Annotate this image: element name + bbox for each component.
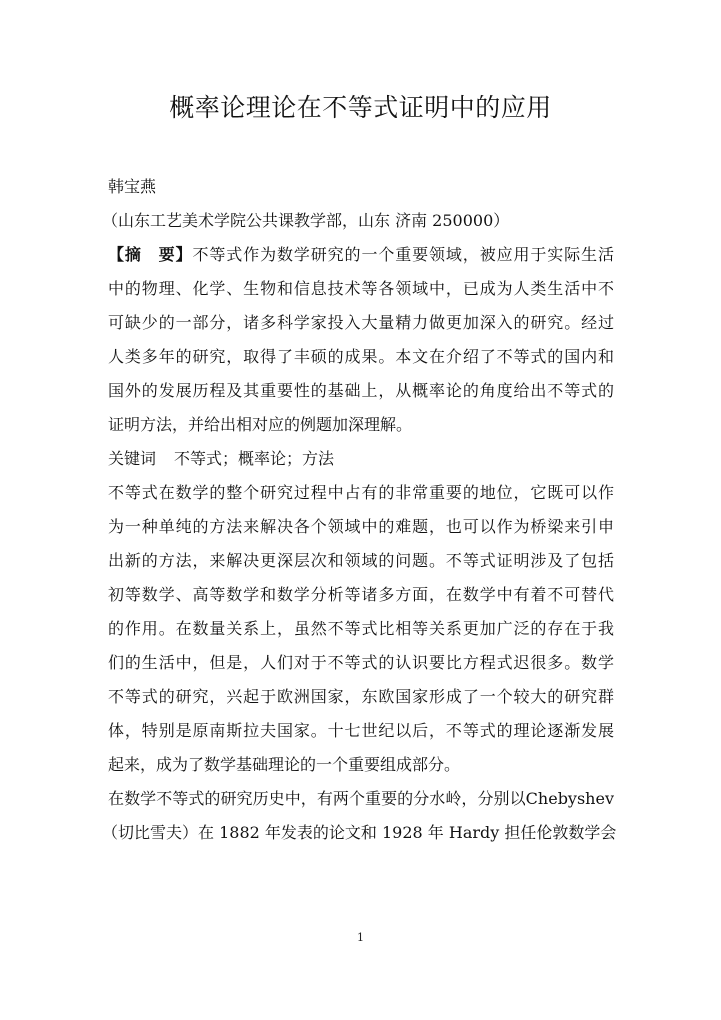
page-number: 1	[357, 931, 364, 944]
abstract-line: 中的物理、化学、生物和信息技术等各领域中，已成为人类生活中不	[108, 279, 614, 298]
paragraph-line: 为一种单纯的方法来解决各个领域中的难题，也可以作为桥梁来引申	[108, 517, 614, 536]
keywords-value: 不等式；概率论；方法	[174, 449, 335, 468]
paragraph-line: 初等数学、高等数学和数学分析等诸多方面，在数学中有着不可替代	[108, 585, 614, 604]
abstract-line: 证明方法，并给出相对应的例题加深理解。	[108, 415, 413, 434]
paragraph-line: 体，特别是原南斯拉夫国家。十七世纪以后，不等式的理论逐渐发展	[108, 721, 614, 740]
keywords-label: 关键词	[108, 449, 157, 468]
paragraph-line: 起来，成为了数学基础理论的一个重要组成部分。	[108, 755, 461, 774]
paragraph-line: 不等式的研究，兴起于欧洲国家，东欧国家形成了一个较大的研究群	[108, 687, 614, 706]
paragraph-line: 不等式在数学的整个研究过程中占有的非常重要的地位，它既可以作	[108, 483, 614, 502]
document-body	[102, 170, 617, 850]
keywords	[108, 442, 614, 476]
abstract-line: 可缺少的一部分，诸多科学家投入大量精力做更加深入的研究。经过	[108, 313, 614, 332]
abstract-text: 不等式作为数学研究的一个重要领域，被应用于实际生活	[192, 245, 614, 264]
paragraph-line: 们的生活中，但是，人们对于不等式的认识要比方程式迟很多。数学	[108, 653, 614, 672]
paragraph-line: 的作用。在数量关系上，虽然不等式比相等关系更加广泛的存在于我	[108, 619, 614, 638]
paragraph-line: 出新的方法，来解决更深层次和领域的问题。不等式证明涉及了包括	[108, 551, 614, 570]
author-affiliation: （山东工艺美术学院公共课教学部，山东 济南 250000）	[102, 211, 510, 230]
paragraph-line: 在数学不等式的研究历史中，有两个重要的分水岭，分别以Chebyshev	[108, 789, 614, 808]
document-title: 概率论理论在不等式证明中的应用	[169, 93, 552, 122]
abstract-line: 国外的发展历程及其重要性的基础上，从概率论的角度给出不等式的	[108, 381, 614, 400]
author-name: 韩宝燕	[108, 177, 157, 196]
abstract-line	[108, 238, 614, 272]
paragraph-line: （切比雪夫）在 1882 年发表的论文和 1928 年 Hardy 担任伦敦数学会	[102, 823, 617, 842]
abstract-label: 【摘 要】	[108, 245, 193, 264]
abstract-line: 人类多年的研究，取得了丰硕的成果。本文在介绍了不等式的国内和	[108, 347, 614, 366]
